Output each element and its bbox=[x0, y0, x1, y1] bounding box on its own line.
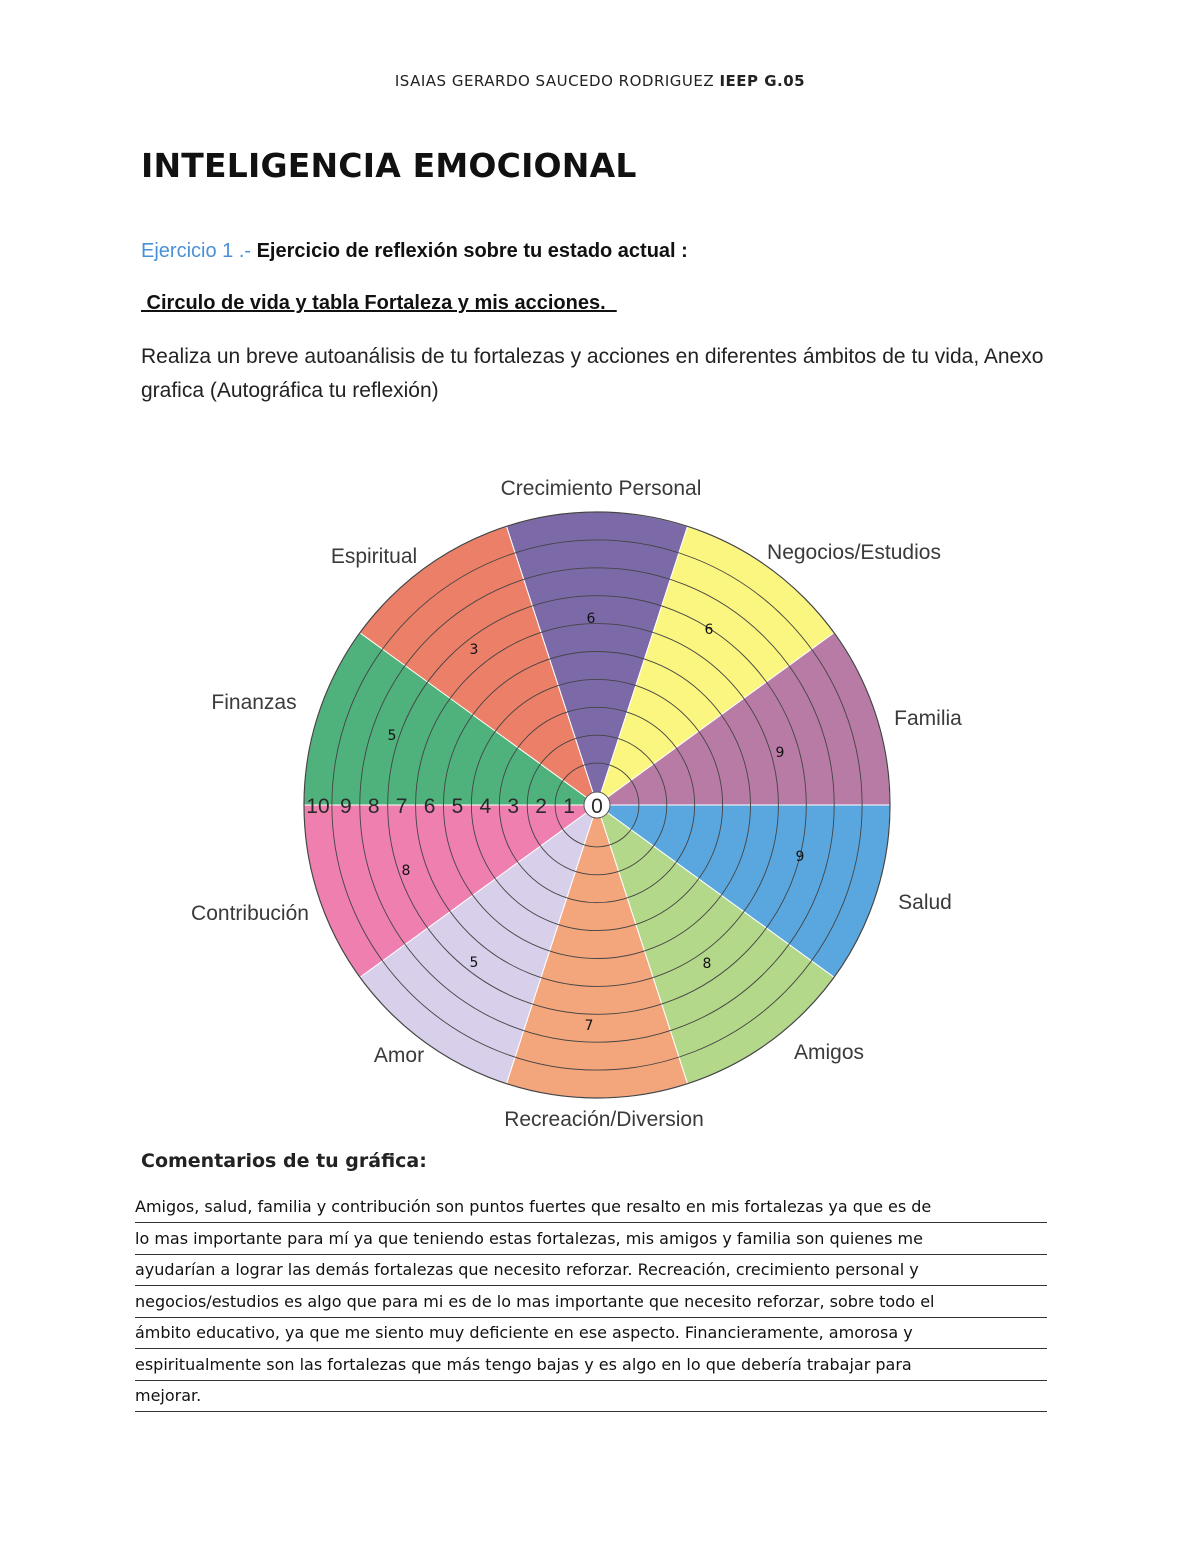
sector-value-label: 3 bbox=[469, 642, 479, 658]
category-label: Espiritual bbox=[330, 545, 418, 568]
category-label: Contribución bbox=[191, 902, 309, 925]
exercise-text: Ejercicio de reflexión sobre tu estado actual : bbox=[251, 240, 688, 262]
comment-line: ayudarían a lograr las demás fortalezas que necesito reforzar. Recreación, crecimiento personal y bbox=[135, 1256, 1047, 1286]
scale-tick-label: 5 bbox=[451, 795, 464, 818]
comment-line: Amigos, salud, familia y contribución son puntos fuertes que resalto en mis fortalezas ya que es de bbox=[135, 1193, 1047, 1223]
sector-value-label: 9 bbox=[775, 745, 785, 761]
scale-tick-label: 3 bbox=[507, 795, 520, 818]
page-header bbox=[0, 72, 1200, 90]
sector-value-label: 5 bbox=[469, 955, 479, 971]
sector-value-label: 5 bbox=[387, 728, 397, 744]
comments-title: Comentarios de tu gráfica: bbox=[141, 1150, 427, 1172]
scale-tick-label: 7 bbox=[395, 795, 408, 818]
sector-value-label: 7 bbox=[584, 1018, 594, 1034]
comment-line: espiritualmente son las fortalezas que más tengo bajas y es algo en lo que debería trabajar para bbox=[135, 1351, 1047, 1381]
comment-line: negocios/estudios es algo que para mi es de lo mas importante que necesito reforzar, sobre todo el bbox=[135, 1288, 1047, 1318]
scale-tick-label: 1 bbox=[563, 795, 575, 818]
section-subtitle: Circulo de vida y tabla Fortaleza y mis acciones. bbox=[141, 292, 617, 314]
intro-paragraph: Realiza un breve autoanálisis de tu fortalezas y acciones en diferentes ámbitos de tu vida, Anexo grafica (Autográfica tu reflexión) bbox=[141, 345, 1044, 402]
sector-value-label: 9 bbox=[795, 849, 805, 865]
scale-tick-label: 2 bbox=[535, 795, 547, 818]
sector-value-label: 6 bbox=[586, 611, 596, 627]
scale-tick-label: 0 bbox=[591, 795, 603, 818]
sector-value-label: 8 bbox=[401, 863, 411, 879]
sector-value-label: 6 bbox=[704, 622, 714, 638]
category-label: Finanzas bbox=[211, 691, 297, 714]
scale-tick-label: 9 bbox=[340, 795, 352, 818]
comment-line: lo mas importante para mí ya que teniendo estas fortalezas, mis amigos y familia son quienes me bbox=[135, 1225, 1047, 1255]
header-author: ISAIAS GERARDO SAUCEDO RODRIGUEZ bbox=[394, 72, 715, 90]
category-label: Salud bbox=[898, 891, 952, 914]
category-label: Crecimiento Personal bbox=[500, 477, 702, 500]
category-label: Familia bbox=[894, 707, 962, 730]
comments-lines bbox=[135, 1193, 1047, 1414]
comment-line: mejorar. bbox=[135, 1382, 1047, 1412]
sector-value-label: 8 bbox=[702, 956, 712, 972]
scale-tick-label: 4 bbox=[479, 795, 492, 818]
header-group: IEEP G.05 bbox=[719, 72, 806, 90]
life-wheel-svg bbox=[170, 455, 1000, 1145]
scale-tick-label: 8 bbox=[367, 795, 380, 818]
scale-tick-label: 10 bbox=[306, 795, 330, 818]
exercise-heading bbox=[141, 240, 688, 263]
scale-tick-label: 6 bbox=[423, 795, 436, 818]
exercise-label: Ejercicio 1 .- bbox=[141, 240, 252, 262]
category-label: Negocios/Estudios bbox=[767, 541, 941, 564]
comment-line: ámbito educativo, ya que me siento muy deficiente en ese aspecto. Financieramente, amorosa y bbox=[135, 1319, 1047, 1349]
category-label: Amor bbox=[373, 1044, 425, 1067]
page-title: INTELIGENCIA EMOCIONAL bbox=[141, 146, 637, 185]
category-label: Amigos bbox=[793, 1041, 865, 1064]
life-wheel-chart bbox=[170, 455, 1000, 1145]
category-label: Recreación/Diversion bbox=[504, 1108, 704, 1131]
